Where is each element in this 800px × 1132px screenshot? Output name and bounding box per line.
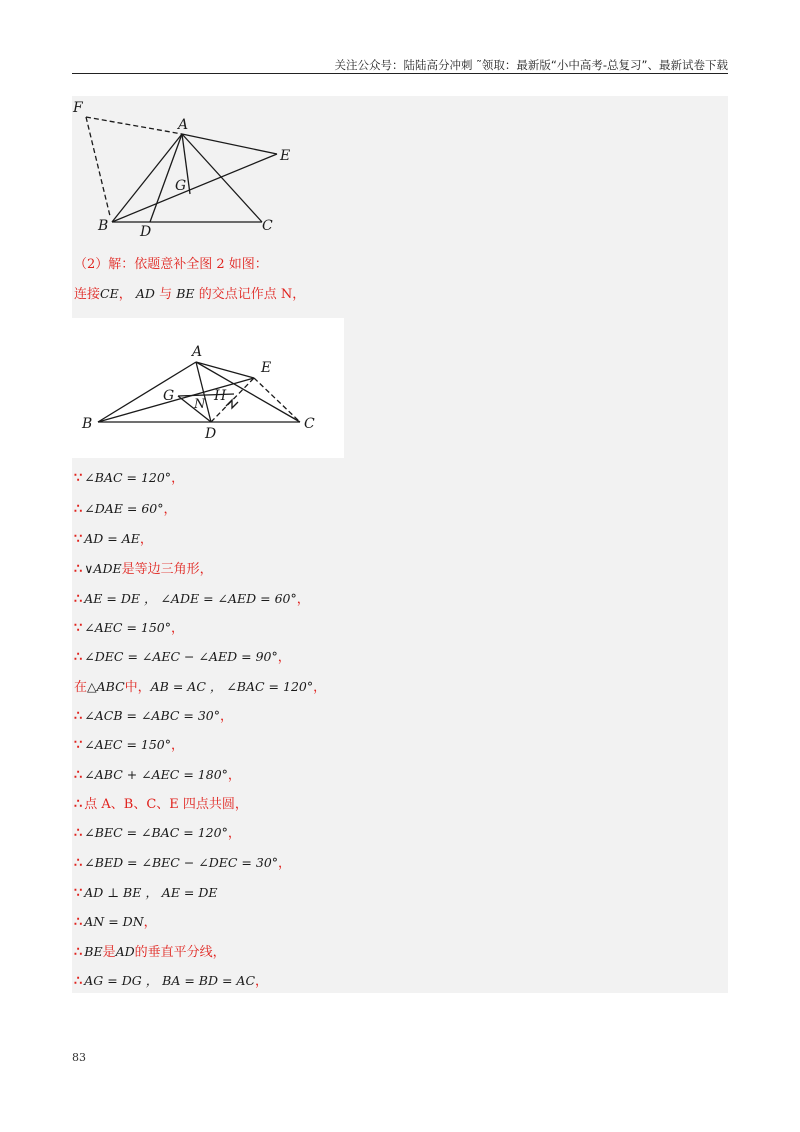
- proof-line: ∵ ∠AEC = 150°，: [74, 620, 185, 636]
- geometry-figure-1: [72, 96, 312, 240]
- connect-prefix: 连接: [74, 287, 101, 302]
- fig1-label-B: B: [98, 218, 109, 234]
- proof-line: 在△ABC中，AB = AC ， ∠BAC = 120°，: [74, 679, 327, 695]
- connect-ad: AD: [135, 286, 155, 301]
- proof-line: ∴ ∠ABC + ∠AEC = 180°，: [74, 767, 241, 783]
- fig2-label-B: B: [82, 416, 93, 432]
- proof-line: ∴ ∠DEC = ∠AEC − ∠AED = 90°，: [74, 649, 291, 665]
- page-number: 83: [72, 1051, 86, 1064]
- proof-line: ∴ BE是AD的垂直平分线，: [74, 944, 226, 960]
- fig1-label-A: A: [178, 117, 189, 133]
- fig2-label-E: E: [261, 360, 272, 376]
- connect-comma: ，: [118, 287, 132, 302]
- connect-line: [74, 283, 305, 305]
- page-header: 关注公众号：陆陆高分冲刺 ˜领取：最新版“小中高考-总复习”、最新试卷下载: [334, 58, 728, 72]
- proof-line: ∴ AN = DN，: [74, 914, 157, 930]
- fig1-label-D: D: [140, 224, 152, 240]
- fig1-label-G: G: [175, 178, 187, 194]
- connect-suffix: 的交点记作点 N，: [198, 287, 306, 302]
- part-title: （2）解：依题意补全图 2 如图：: [74, 257, 268, 272]
- fig1-label-E: E: [280, 148, 291, 164]
- proof-line: ∵ AD ⊥ BE ， AE = DE: [74, 885, 218, 901]
- proof-line: ∴ ∨ADE是等边三角形，: [74, 561, 213, 577]
- fig2-label-D: D: [205, 426, 217, 442]
- proof-line: ∴ ∠ACB = ∠ABC = 30°，: [74, 708, 234, 724]
- proof-line: ∴ 点 A、B、C、E 四点共圆，: [74, 797, 248, 812]
- connect-be: BE: [176, 286, 195, 301]
- fig2-label-A: A: [192, 344, 203, 360]
- proof-line: ∵ ∠AEC = 150°，: [74, 737, 185, 753]
- proof-line: ∴ AG = DG ， BA = BD = AC，: [74, 973, 269, 989]
- proof-line: ∵ ∠BAC = 120°，: [74, 470, 185, 486]
- header-rule: [72, 73, 728, 74]
- proof-line: ∴ AE = DE ， ∠ADE = ∠AED = 60°，: [74, 591, 310, 607]
- fig1-label-C: C: [262, 218, 273, 234]
- proof-line: ∴ ∠BED = ∠BEC − ∠DEC = 30°，: [74, 855, 292, 871]
- fig1-label-F: F: [73, 100, 83, 116]
- connect-ce: CE: [100, 286, 119, 301]
- proof-line: ∵ AD = AE，: [74, 531, 153, 547]
- proof-line: ∴ ∠DAE = 60°，: [74, 501, 177, 517]
- fig2-label-G: G: [163, 388, 175, 404]
- fig2-label-C: C: [304, 416, 315, 432]
- connect-with: 与: [159, 287, 173, 302]
- geometry-figure-2-frame: [72, 318, 344, 458]
- fig2-label-H: H: [214, 388, 227, 404]
- fig2-label-N: N: [194, 397, 206, 412]
- geometry-figure-2: [72, 318, 344, 458]
- proof-line: ∴ ∠BEC = ∠BAC = 120°，: [74, 825, 241, 841]
